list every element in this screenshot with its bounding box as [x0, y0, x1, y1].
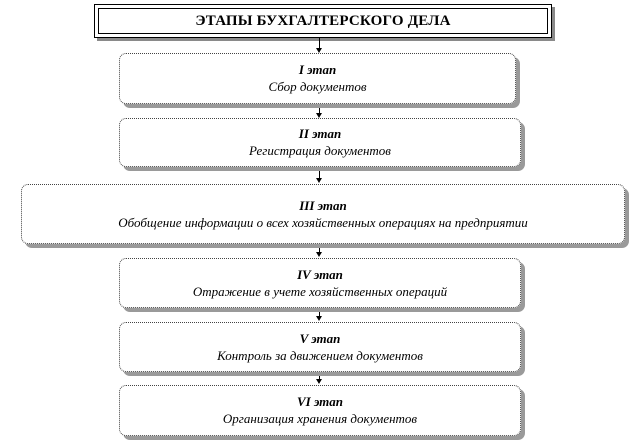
- stage-number: IV этап: [297, 266, 343, 282]
- stage-description: Регистрация документов: [249, 143, 391, 158]
- stage-box-3: [21, 184, 625, 244]
- diagram-title-box: [94, 4, 552, 38]
- stage-description: Отражение в учете хозяйственных операций: [192, 283, 448, 299]
- stage-description: Обобщение информации о всех хозяйственных операциях на предприятии: [118, 214, 528, 230]
- connector-line: [319, 170, 320, 178]
- diagram-title: ЭТАПЫ БУХГАЛТЕРСКОГО ДЕЛА: [98, 8, 548, 34]
- stage-box-4: [119, 258, 521, 308]
- stage-description: Сбор документов: [268, 79, 367, 94]
- stage-number: III этап: [299, 197, 347, 213]
- stage-box-5: [119, 322, 521, 372]
- connector-line: [319, 38, 320, 48]
- arrow-down-icon: [316, 316, 322, 321]
- stage-number: I этап: [298, 62, 337, 77]
- stage-number: V этап: [299, 330, 341, 346]
- stage-number: II этап: [298, 126, 342, 141]
- arrow-down-icon: [316, 252, 322, 257]
- arrow-down-icon: [316, 178, 322, 183]
- stage-description: Контроль за движением документов: [217, 347, 423, 363]
- stage-box-6: [119, 385, 521, 436]
- stage-number: VI этап: [296, 394, 344, 409]
- stage-box-2: [119, 118, 521, 167]
- arrow-down-icon: [316, 379, 322, 384]
- stage-box-1: [119, 53, 516, 104]
- stage-description: Организация хранения документов: [222, 411, 418, 426]
